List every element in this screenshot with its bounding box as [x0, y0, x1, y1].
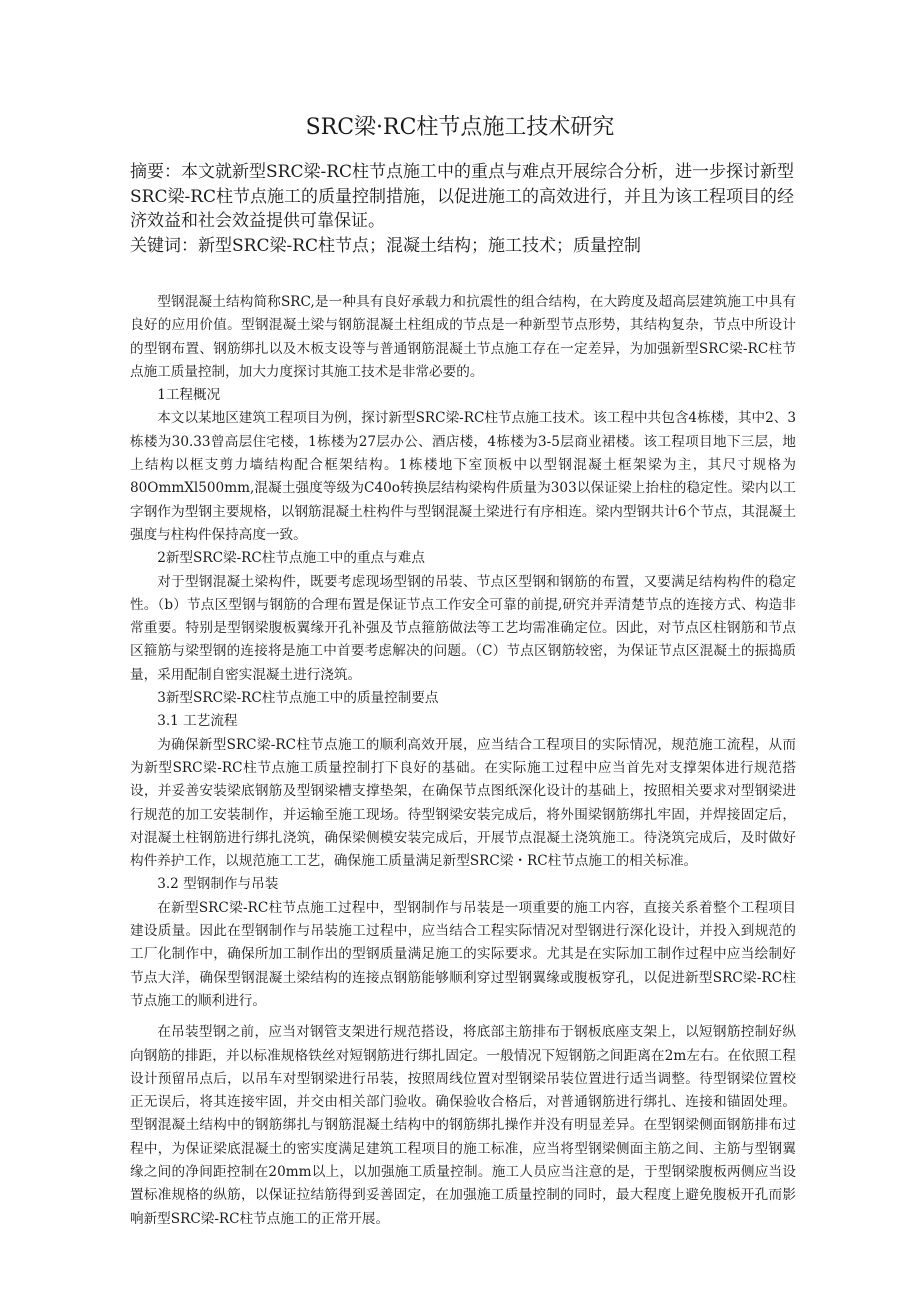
- paragraph-gap: [130, 1013, 796, 1021]
- intro-paragraph: 型钢混凝土结构简称SRC,是一种具有良好承载力和抗震性的组合结构，在大跨度及超高层建筑施工中具有良好的应用价值。型钢混凝土梁与钢筋混凝土柱组成的节点是一种新型节点形势，其结构复杂，节点中所设计的型钢布置、钢筋绑扎以及木板支设等与普通钢筋混凝土节点施工存在一定差异，为加强新型SRC梁-RC柱节点施工质量控制，加大力度探讨其施工技术是非常必要的。: [130, 294, 796, 380]
- section-3-2-paragraph-1: 在新型SRC梁-RC柱节点施工过程中，型钢制作与吊装是一项重要的施工内容，直接关系着整个工程项目建设质量。因此在型钢制作与吊装施工过程中，应当结合工程实际情况对型钢进行深化设计，并投入到规范的工厂化制作中，确保所加工制作出的型钢质量满足施工的实际要求。尤其是在实际加工制作过程中应当绘制好节点大洋，确保型钢混凝土梁结构的连接点钢筋能够顺利穿过型钢翼缘或腹板穿孔，以促进新型SRC梁-RC柱节点施工的顺利进行。: [130, 899, 796, 1009]
- abstract-section: [130, 160, 800, 258]
- section-3-1-paragraph: 为确保新型SRC梁-RC柱节点施工的顺利高效开展，应当结合工程项目的实际情况，规范施工流程，从而为新型SRC梁-RC柱节点施工质量控制打下良好的基础。在实际施工过程中应当首先对支撑架体进行规范搭设，并妥善安装梁底钢筋及型钢梁槽支撑垫架，在确保节点图纸深化设计的基础上，按照相关要求对型钢梁进行规范的加工安装制作，并运输至施工现场。待型钢梁安装完成后，将外围梁钢筋绑扎牢固，并焊接固定后，对混凝土柱钢筋进行绑扎浇筑，确保梁侧模安装完成后，开展节点混凝土浇筑施工。待浇筑完成后，及时做好构件养护工作，以规范施工工艺，确保施工质量满足新型SRC梁・RC柱节点施工的相关标准。: [130, 736, 796, 870]
- section-3-2-heading: 3.2 型钢制作与吊装: [157, 876, 279, 893]
- section-3-2-paragraph-2: 在吊装型钢之前，应当对钢管支架进行规范搭设，将底部主筋排布于钢板底座支架上，以短钢筋控制好纵向钢筋的排距，并以标准规格铁丝对短钢筋进行绑扎固定。一般情况下短钢筋之间距离在2m左右。在依照工程设计预留吊点后，以吊车对型钢梁进行吊装，按照周线位置对型钢梁吊装位置进行适当调整。待型钢梁位置校正无误后，将其连接牢固，并交由相关部门验收。确保验收合格后，对普通钢筋进行绑扎、连接和锚固处理。型钢混凝土结构中的钢筋绑扎与钢筋混凝土结构中的钢筋绑扎操作并没有明显差异。在型钢梁侧面钢筋排布过程中，为保证梁底混凝土的密实度满足建筑工程项目的施工标准，应当将型钢梁侧面主筋之间、主筋与型钢翼缘之间的净间距控制在20mm以上，以加强施工质量控制。施工人员应当注意的是，于型钢梁腹板两侧应当设置标准规格的纵筋，以保证拉结筋得到妥善固定，在加强施工质量控制的同时，最大程度上避免腹板开孔而影响新型SRC梁-RC柱节点施工的正常开展。: [130, 1024, 796, 1227]
- section-3-heading: 3新型SRC梁-RC柱节点施工中的质量控制要点: [157, 690, 439, 707]
- section-1-heading: 1工程概况: [157, 387, 221, 404]
- section-2-heading: 2新型SRC梁-RC柱节点施工中的重点与难点: [157, 550, 425, 567]
- abstract-text: 摘要：本文就新型SRC梁-RC柱节点施工中的重点与难点开展综合分析，进一步探讨新型SRC梁-RC柱节点施工的质量控制措施，以促进施工的高效进行，并且为该工程项目的经济效益和社会效益提供可靠保证。: [130, 162, 795, 231]
- keywords-text: 关键词：新型SRC梁-RC柱节点；混凝土结构；施工技术；质量控制: [130, 235, 642, 256]
- document-title: SRC梁·RC柱节点施工技术研究: [305, 115, 615, 140]
- section-2-paragraph: 对于型钢混凝土梁构件，既要考虑现场型钢的吊装、节点区型钢和钢筋的布置，又要满足结构构件的稳定性。（b）节点区型钢与钢筋的合理布置是保证节点工作安全可靠的前提,研究并弄清楚节点的连接方式、构造非常重要。特别是型钢梁腹板翼缘开孔补强及节点箍筋做法等工艺均需准确定位。因此，对节点区柱钢筋和节点区箍筋与梁型钢的连接将是施工中首要考虑解决的问题。（C）节点区钢筋较密，为保证节点区混凝土的振捣质量，采用配制自密实混凝土进行浇筑。: [130, 573, 796, 683]
- section-1-paragraph: 本文以某地区建筑工程项目为例，探讨新型SRC梁-RC柱节点施工技术。该工程中共包含4栋楼，其中2、3栋楼为30.33曾高层住宅楼，1栋楼为27层办公、酒店楼，4栋楼为3-5层商业裙楼。该工程项目地下三层，地上结构以框支剪力墙结构配合框架结构。1栋楼地下室顶板中以型钢混凝土框架梁为主，其尺寸规格为80OmmXl500mm,混凝土强度等级为C40o转换层结构梁构件质量为303以保证梁上抬柱的稳定性。梁内以工字钢作为型钢主要规格，以钢筋混凝土柱构件与型钢混凝土梁进行有序相连。梁内型钢共计6个节点，其混凝土强度与柱构件保持高度一致。: [130, 410, 796, 543]
- body-section: [130, 291, 796, 1231]
- section-3-1-heading: 3.1 工艺流程: [157, 713, 238, 730]
